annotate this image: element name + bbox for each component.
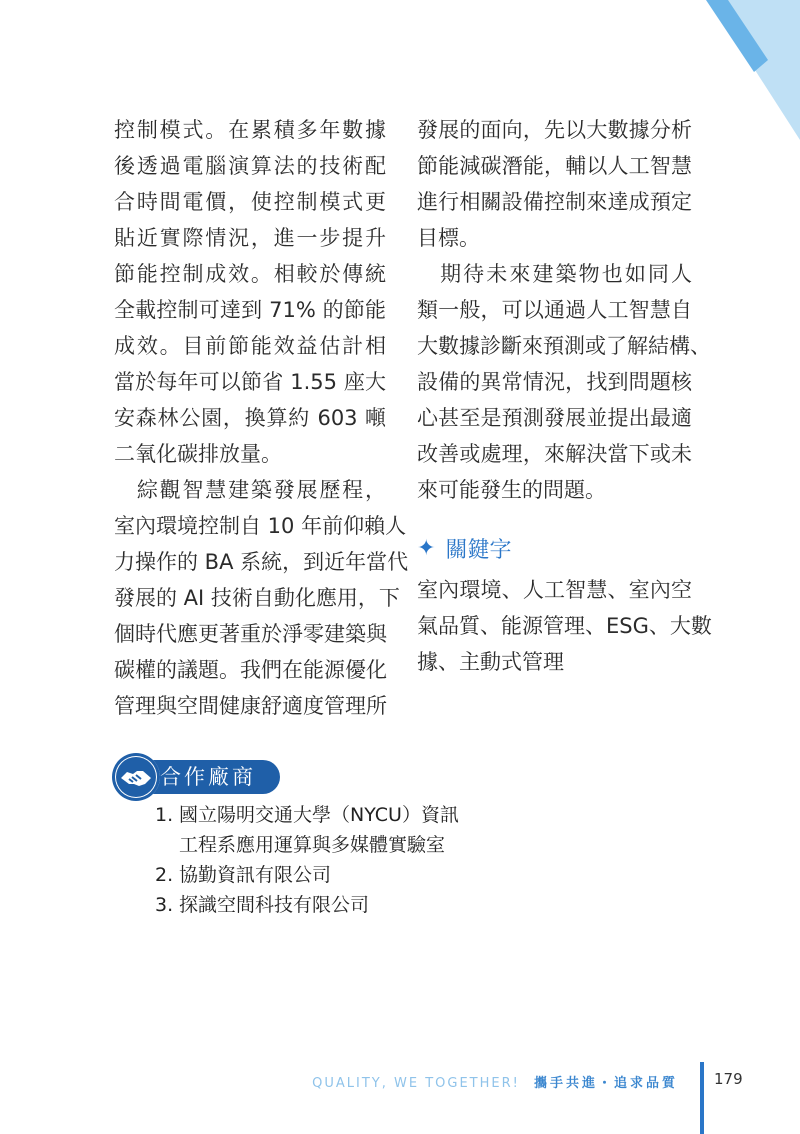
page-number: 179 [714, 1070, 743, 1088]
text-line: 發展的面向，先以大數據分析 [417, 118, 692, 142]
keywords-line: 氣品質、能源管理、ESG、大數 [417, 614, 712, 638]
right-paragraph-1 [417, 112, 692, 256]
text-line: 全載控制可達到 71% 的節能 [114, 298, 386, 322]
text-line: 設備的異常情況，找到問題核 [417, 370, 692, 394]
list-text: 國立陽明交通大學（NYCU）資訊 [179, 804, 459, 826]
text-line: 心甚至是預測發展並提出最適 [417, 406, 692, 430]
keywords-title: 關鍵字 [445, 537, 512, 563]
text-line: 期待未來建築物也如同人 [417, 262, 692, 286]
partners-header [112, 753, 282, 799]
text-line: 大數據診斷來預測或了解結構、 [417, 334, 711, 358]
text-line: 個時代應更著重於淨零建築與 [114, 622, 387, 646]
text-line: 目標。 [417, 226, 480, 250]
text-line: 管理與空間健康舒適度管理所 [114, 694, 387, 718]
list-number: 1. [155, 804, 174, 826]
text-line: 控制模式。在累積多年數據 [114, 118, 386, 142]
text-line: 後透過電腦演算法的技術配 [114, 154, 386, 178]
text-line: 節能控制成效。相較於傳統 [114, 262, 386, 286]
text-line: 當於每年可以節省 1.55 座大 [114, 370, 386, 394]
text-line: 類一般，可以通過人工智慧自 [417, 298, 692, 322]
text-line: 成效。目前節能效益估計相 [114, 334, 386, 358]
keywords-line: 據、主動式管理 [417, 650, 564, 674]
text-line: 節能減碳潛能，輔以人工智慧 [417, 154, 692, 178]
text-line: 安森林公園，換算約 603 噸 [114, 406, 386, 430]
text-line: 力操作的 BA 系統，到近年當代 [114, 550, 409, 574]
text-line: 室內環境控制自 10 年前仰賴人 [114, 514, 407, 538]
text-line: 來可能發生的問題。 [417, 478, 606, 502]
four-point-star-icon: ✦ [417, 535, 436, 561]
keywords-body [417, 572, 712, 680]
list-text: 協勤資訊有限公司 [179, 864, 332, 886]
text-line: 碳權的議題。我們在能源優化 [114, 658, 387, 682]
footer-slogan-en: QUALITY, WE TOGETHER! [312, 1076, 520, 1091]
text-line: 二氧化碳排放量。 [114, 442, 282, 466]
footer-divider [700, 1062, 704, 1134]
footer-slogan [312, 1072, 678, 1091]
list-item [155, 890, 459, 920]
keywords-heading [417, 528, 692, 568]
keywords-line: 室內環境、人工智慧、室內空 [417, 578, 692, 602]
left-column [114, 112, 409, 724]
handshake-icon [112, 753, 160, 801]
list-number: 3. [155, 894, 174, 916]
list-item [155, 860, 459, 890]
right-column [417, 112, 712, 680]
text-line: 貼近實際情況，進一步提升 [114, 226, 386, 250]
text-line: 改善或處理，來解決當下或未 [417, 442, 692, 466]
text-line: 進行相關設備控制來達成預定 [417, 190, 692, 214]
left-paragraph-1 [114, 112, 386, 472]
footer-slogan-zh: 攜手共進・追求品質 [533, 1076, 678, 1091]
text-line: 發展的 AI 技術自動化應用，下 [114, 586, 400, 610]
text-line: 合時間電價，使控制模式更 [114, 190, 386, 214]
text-line: 綜觀智慧建築發展歷程， [114, 478, 386, 502]
partners-title: 合作廠商 [160, 765, 256, 789]
left-paragraph-2 [114, 472, 409, 724]
list-text: 探識空間科技有限公司 [179, 894, 370, 916]
list-item-continuation: 工程系應用運算與多媒體實驗室 [179, 834, 446, 856]
right-paragraph-2 [417, 256, 711, 508]
partners-list [155, 800, 459, 920]
list-item [155, 800, 459, 830]
list-number: 2. [155, 864, 174, 886]
